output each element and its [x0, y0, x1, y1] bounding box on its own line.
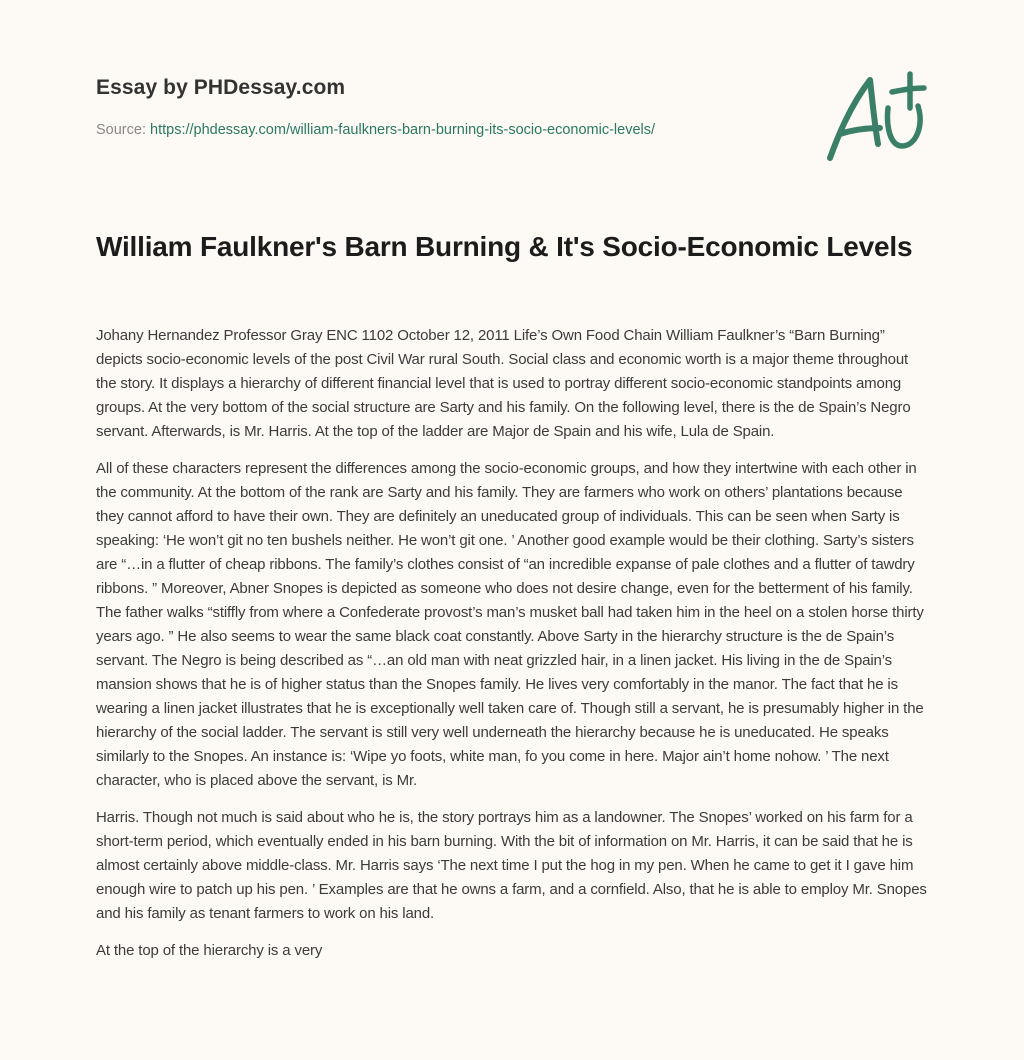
essay-paragraph: Johany Hernandez Professor Gray ENC 1102 October 12, 2011 Life’s Own Food Chain William Faulkner’s “Barn Burning” depicts socio-economic levels of the post Civil War rural South. Social class and economic worth is a major theme throughout the story. It displays a hierarchy of different financial level that is used to portray different socio-economic standpoints among groups. At the very bottom of the social structure are Sarty and his family. On the following level, there is the de Spain’s Negro servant. Afterwards, is Mr. Harris. At the top of the ladder are Major de Spain and his wife, Lula de Spain. [96, 327, 911, 440]
source-line [96, 122, 796, 138]
essay-paragraph: Harris. Though not much is said about who he is, the story portrays him as a landowner. The Snopes’ worked on his farm for a short-term period, which eventually ended in his barn burning. With the bit of information on Mr. Harris, it can be said that he is almost certainly above middle-class. Mr. Harris says ‘The next time I put the hog in my pen. When he came to get it I gave him enough wire to patch up his pen. ’ Examples are that he owns a farm, and a cornfield. Also, that he is able to employ Mr. Snopes and his family as tenant farmers to work on his land. [96, 809, 927, 922]
a-plus-grade-icon [820, 66, 930, 166]
source-label: Source: [96, 122, 146, 138]
essay-paragraph: All of these characters represent the differences among the socio-economic groups, and how they intertwine with each other in the community. At the bottom of the rank are Sarty and his family. They are farmers who work on others’ plantations because they cannot afford to have their own. They are definitely an uneducated group of individuals. This can be seen when Sarty is speaking: ‘He won’t git no ten bushels neither. He won’t git one. ’ Another good example would be their clothing. Sarty’s sisters are “…in a flutter of cheap ribbons. The family’s clothes consist of “an incredible expanse of pale clothes and a flutter of tawdry ribbons. ” Moreover, Abner Snopes is depicted as someone who does not desire change, even for the betterment of his family. The father walks “stiffly from where a Confederate provost’s man’s musket ball had taken him in the heel on a stolen horse thirty years ago. ” He also seems to wear the same black coat constantly. Above Sarty in the hierarchy structure is the de Spain’s servant. The Negro is being described as “…an old man with neat grizzled hair, in a linen jacket. His living in the de Spain’s mansion shows that he is of higher status than the Snopes family. He lives very comfortably in the manor. The fact that he is wearing a linen jacket illustrates that he is exceptionally well taken care of. Though still a servant, he is presumably higher in the hierarchy of the social ladder. The servant is still very well underneath the hierarchy because he is uneducated. He speaks similarly to the Snopes. An instance is: ‘Wipe yo foots, white man, fo you come in here. Major ain’t home nohow. ’ The next character, who is placed above the servant, is Mr. [96, 460, 924, 789]
page-header [96, 76, 796, 138]
essay-paragraph: At the top of the hierarchy is a very [96, 942, 323, 959]
site-brand: Essay by PHDessay.com [96, 76, 346, 99]
essay-title: William Faulkner's Barn Burning & It's Socio-Economic Levels [96, 231, 913, 262]
source-link[interactable]: https://phdessay.com/william-faulkners-barn-burning-its-socio-economic-levels/ [150, 122, 656, 138]
essay-body [96, 324, 932, 976]
